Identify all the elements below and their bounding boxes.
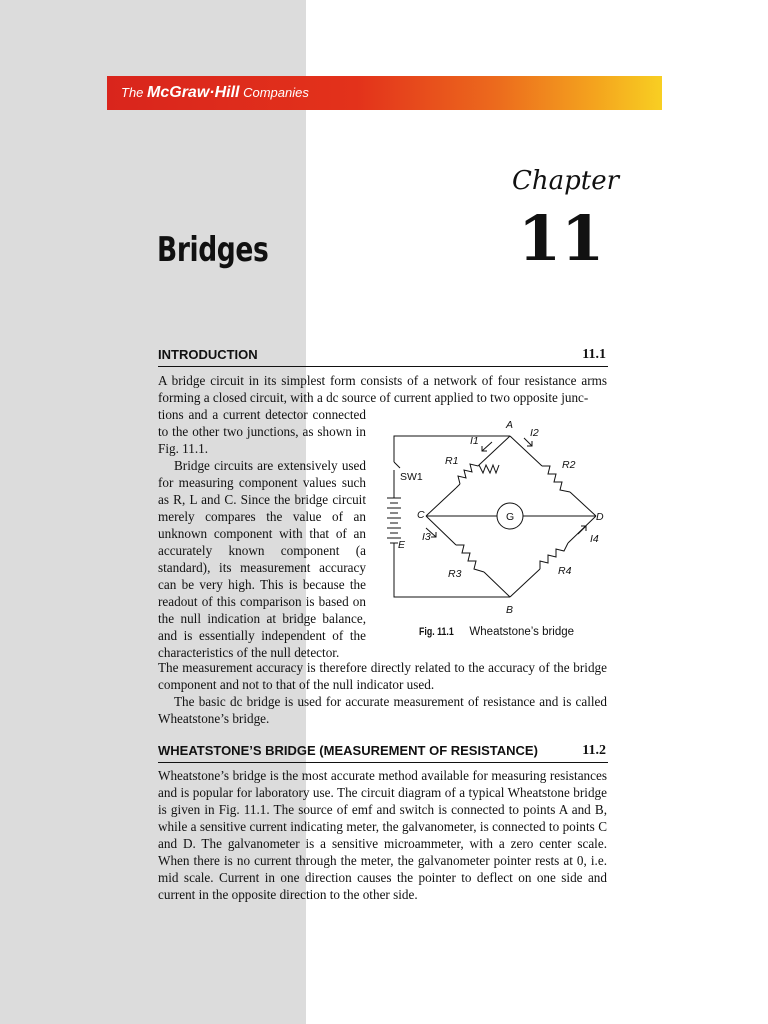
node-label-c: C: [417, 509, 425, 521]
publisher-logo: The McGraw·Hill Companies: [121, 84, 309, 101]
section-number: 11.2: [582, 743, 606, 758]
intro-paragraph-2-continued: The measurement accuracy is therefore directly related to the accuracy of the bridge component and not to that of the null indicator used.: [158, 660, 607, 692]
galvanometer-label: G: [506, 511, 515, 523]
wheatstone-bridge-figure: [384, 418, 612, 616]
current-label-i3: I3: [422, 531, 431, 543]
resistor-label-r1: R1: [445, 455, 459, 467]
figure-caption: [419, 624, 574, 639]
figure-number: Fig. 11.1: [419, 626, 454, 638]
current-label-i4: I4: [590, 533, 599, 545]
current-label-i2: I2: [530, 427, 539, 439]
intro-paragraph-1: A bridge circuit in its simplest form consists of a network of four resistance arms forming a closed circuit, with a dc source of current applied to two opposite junc-: [158, 373, 607, 405]
node-label-a: A: [506, 419, 514, 431]
chapter-number: 11: [518, 202, 605, 275]
resistor-label-r4: R4: [558, 565, 572, 577]
chapter-label: Chapter: [512, 166, 620, 196]
intro-paragraph-2: Bridge circuits are extensively used for measuring component values such as R, L and C. Since the bridge circuit merely compares the value of an unknown component with that of an accurately known component (a standard), its measurement accuracy can be very high. This is because the readout of this comparison is based on the null indication at bridge balance, and is essentially independent of the characteristics of the null detector.: [158, 458, 366, 660]
section-number: 11.1: [582, 347, 606, 362]
wheatstone-paragraph-1: Wheatstone’s bridge is the most accurate method available for measuring resistances and is popular for laboratory use. The circuit diagram of a typical Wheatstone bridge is given in Fig. 11.1. The source of emf and switch is connected to points A and B, while a sensitive current indicating meter, the galvanometer, is connected to points C and D. The galvanometer is a sensitive microammeter, with a zero center scale. When there is no current through the meter, the galvanometer pointer rests at 0, i.e. mid scale. Current in one direction causes the pointer to deflect on one side and current in the opposite direction to the other side.: [158, 768, 607, 902]
chapter-title: Bridges: [157, 230, 269, 270]
section-title: WHEATSTONE’S BRIDGE (MEASUREMENT OF RESISTANCE): [158, 743, 538, 758]
circuit-diagram: [384, 418, 612, 616]
section-heading-wheatstone: [158, 742, 608, 763]
current-label-i1: I1: [470, 435, 479, 447]
publisher-banner: [107, 76, 662, 110]
figure-caption-text: Wheatstone’s bridge: [469, 626, 575, 638]
section-title: INTRODUCTION: [158, 347, 258, 362]
intro-paragraph-3: The basic dc bridge is used for accurate measurement of resistance and is called Wheatstone’s bridge.: [158, 694, 607, 726]
switch-label: SW1: [400, 471, 423, 483]
resistor-label-r2: R2: [562, 459, 576, 471]
resistor-label-r3: R3: [448, 568, 462, 580]
intro-paragraph-1-continued: tions and a current detector connected to the other two junctions, as shown in Fig. 11.1.: [158, 407, 366, 456]
node-label-d: D: [596, 511, 604, 523]
section-heading-introduction: [158, 346, 608, 367]
node-label-b: B: [506, 604, 514, 616]
source-label: E: [398, 539, 406, 551]
